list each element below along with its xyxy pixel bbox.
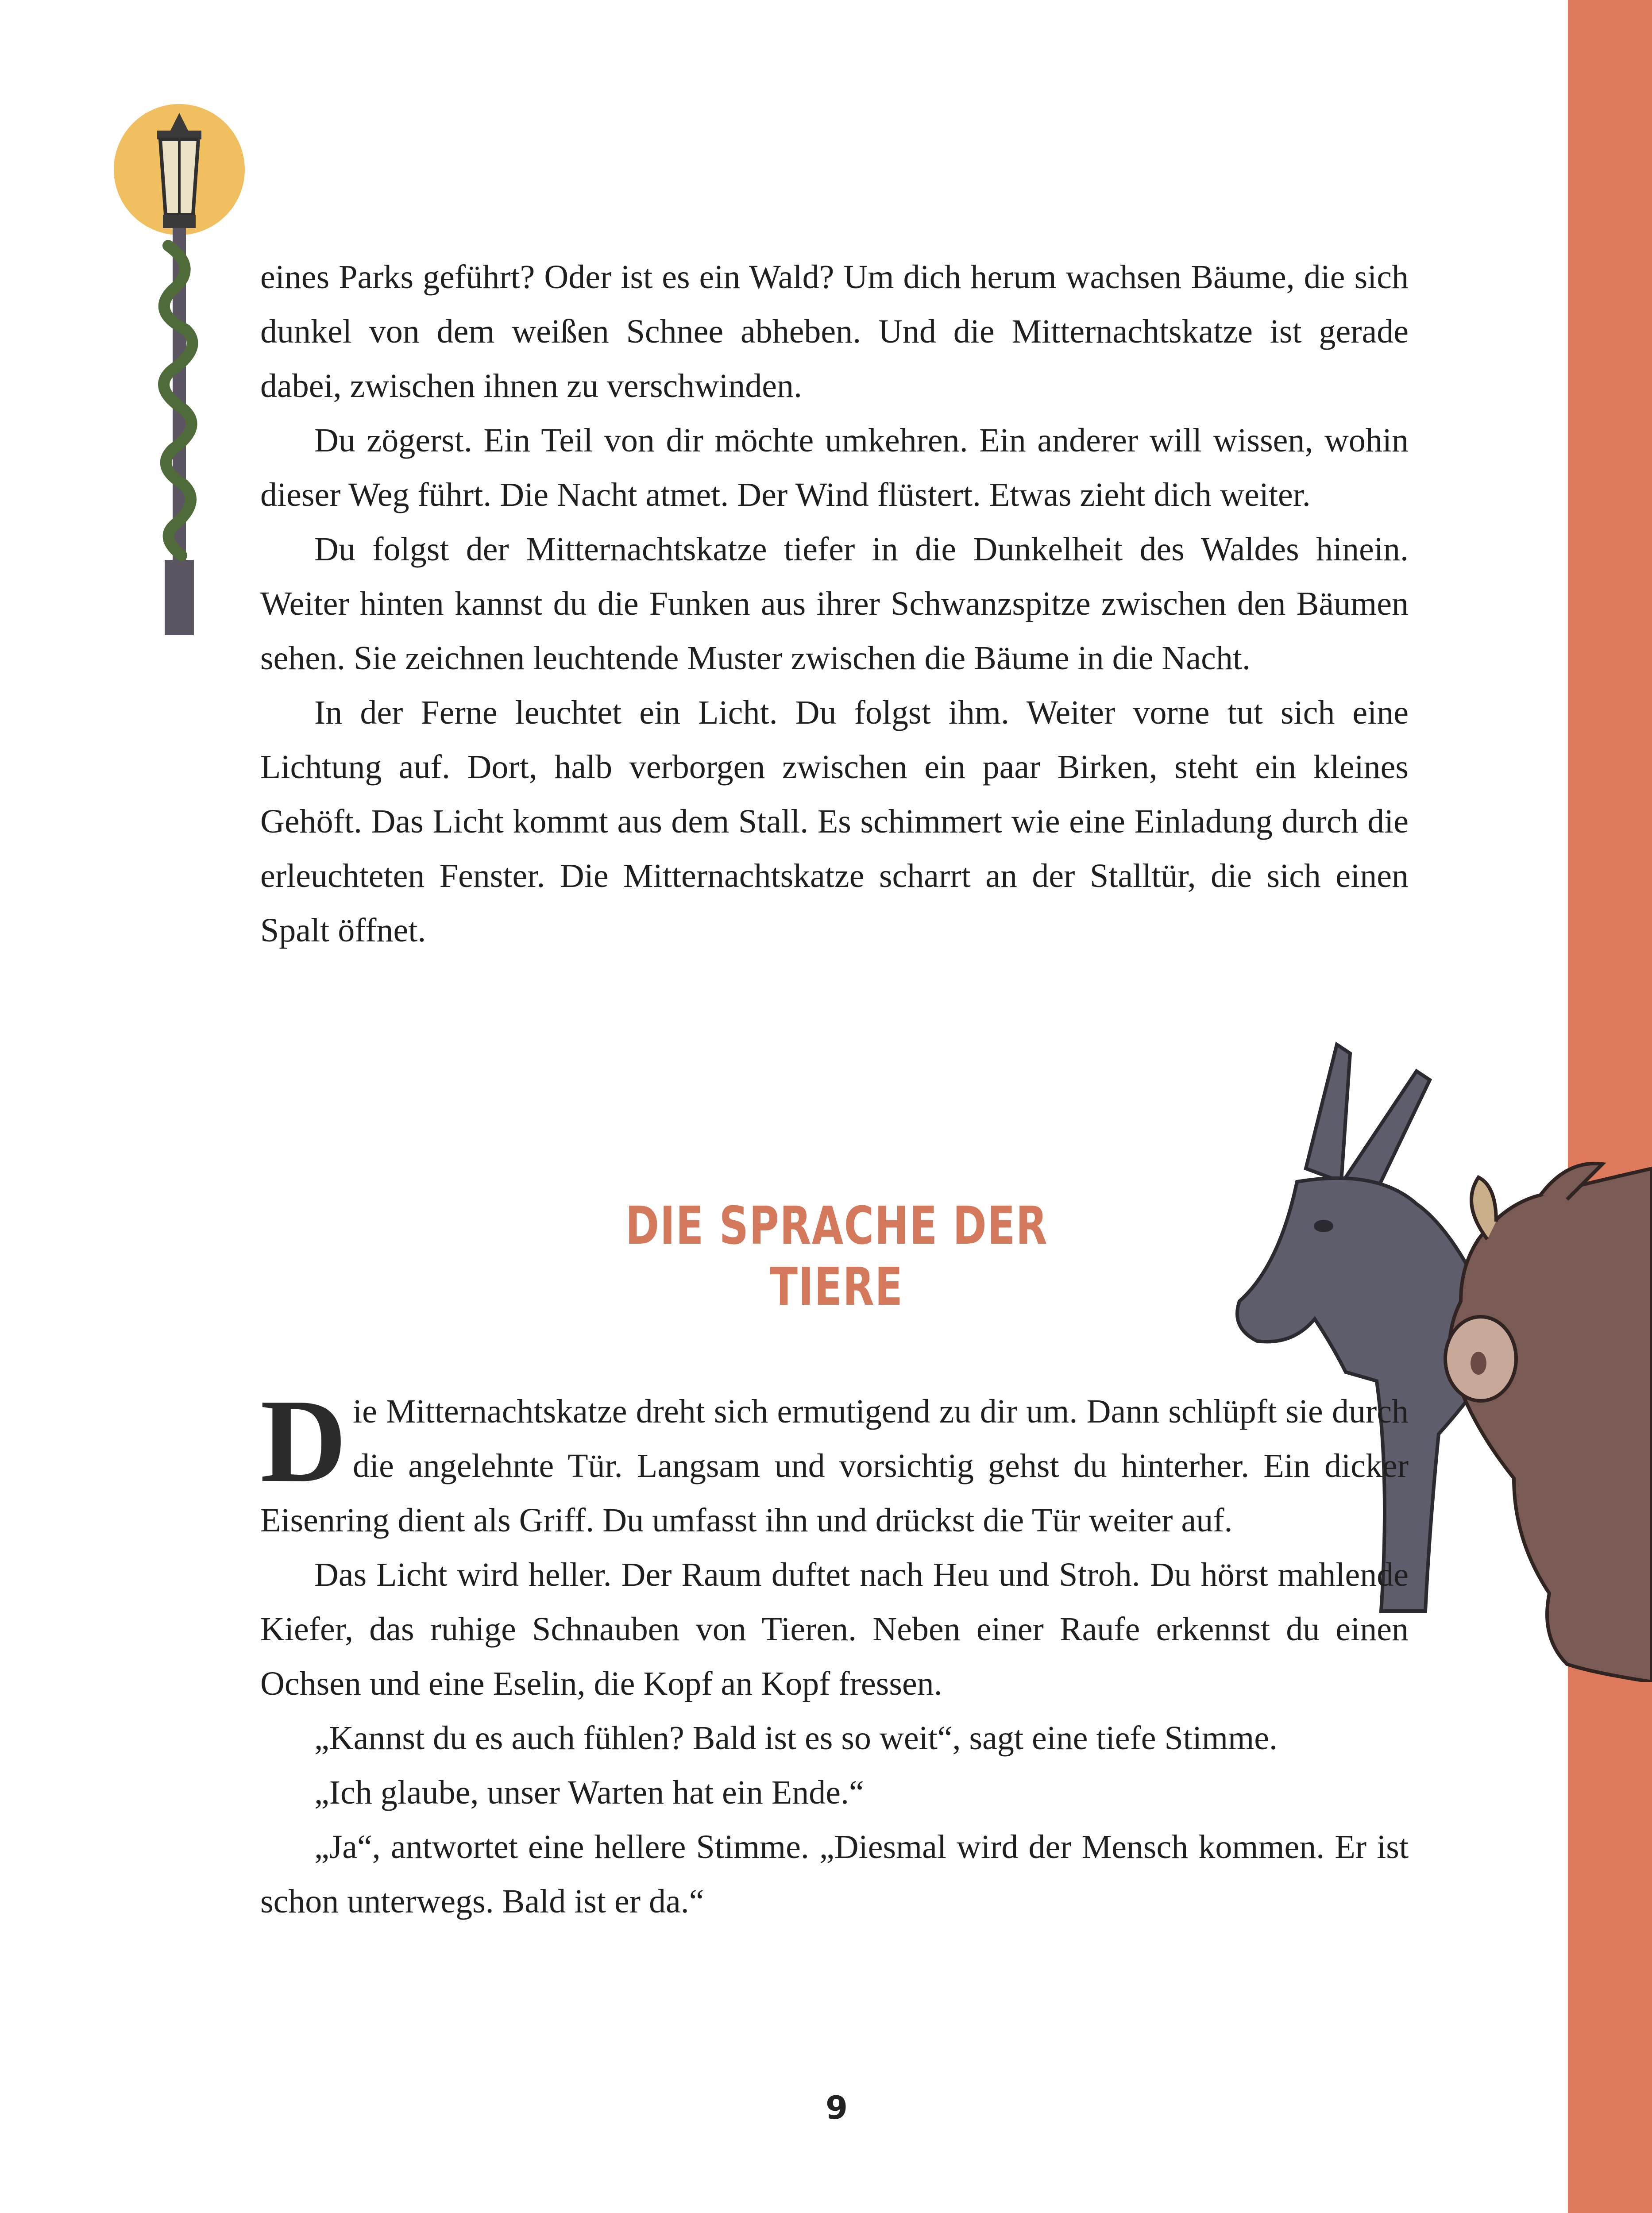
dropcap-letter: D xyxy=(260,1375,347,1507)
street-lamp-illustration xyxy=(111,100,279,640)
chapter-heading: DIE SPRACHE DER TIERE xyxy=(625,1195,1048,1317)
paragraph: „Ich glaube, unser Warten hat ein Ende.“ xyxy=(314,1774,864,1811)
paragraph: Das Licht wird heller. Der Raum duftet nach Heu und Stroh. Du hörst mahlende Kiefer, das ruhige Schnauben von Tieren. Neben einer Raufe erkennst du einen Ochsen und eine Eselin, die Kopf an Kopf fressen. xyxy=(260,1556,1409,1702)
paragraph: Du zögerst. Ein Teil von dir möchte umkehren. Ein anderer will wissen, wohin dieser Weg führt. Die Nacht atmet. Der Wind flüstert. Etwas zieht dich weiter. xyxy=(260,422,1409,513)
paragraph xyxy=(260,1375,1409,1548)
paragraph: „Ja“, antwortet eine hellere Stimme. „Diesmal wird der Mensch kommen. Er ist schon unterwegs. Bald ist er da.“ xyxy=(260,1828,1409,1920)
page-number: 9 xyxy=(825,2089,848,2126)
paragraph: „Kannst du es auch fühlen? Bald ist es so weit“, sagt eine tiefe Stimme. xyxy=(314,1720,1278,1757)
text-block-bottom xyxy=(260,1375,1409,1929)
paragraph: eines Parks geführt? Oder ist es ein Wald? Um dich herum wachsen Bäume, die sich dunkel von dem weißen Schnee abheben. Und die Mitternachtskatze ist gerade dabei, zwischen ihnen zu verschwinden. xyxy=(260,258,1409,405)
paragraph: In der Ferne leuchtet ein Licht. Du folgst ihm. Weiter vorne tut sich eine Lichtung auf. Dort, halb verborgen zwischen ein paar Birken, steht ein kleines Gehöft. Das Licht kommt aus dem Stall. Es schimmert wie eine Einladung durch die erleuchteten Fenster. Die Mitternachtskatze scharrt an der Stalltür, die sich einen Spalt öffnet. xyxy=(260,694,1409,949)
paragraph: Du folgst der Mitternachtskatze tiefer in die Dunkelheit des Waldes hinein. Weiter hinten kannst du die Funken aus ihrer Schwanzspitze zwischen den Bäumen sehen. Sie zeichnen leuchtende Muster zwischen die Bäume in die Nacht. xyxy=(260,531,1409,677)
text-block-top xyxy=(260,250,1409,958)
paragraph-text: ie Mitternachtskatze dreht sich ermutigend zu dir um. Dann schlüpft sie durch die angelehnte Tür. Langsam und vorsichtig gehst du hinterher. Ein dicker Eisenring dient als Griff. Du umfasst ihn und drückst die Tür weiter auf. xyxy=(260,1393,1409,1539)
